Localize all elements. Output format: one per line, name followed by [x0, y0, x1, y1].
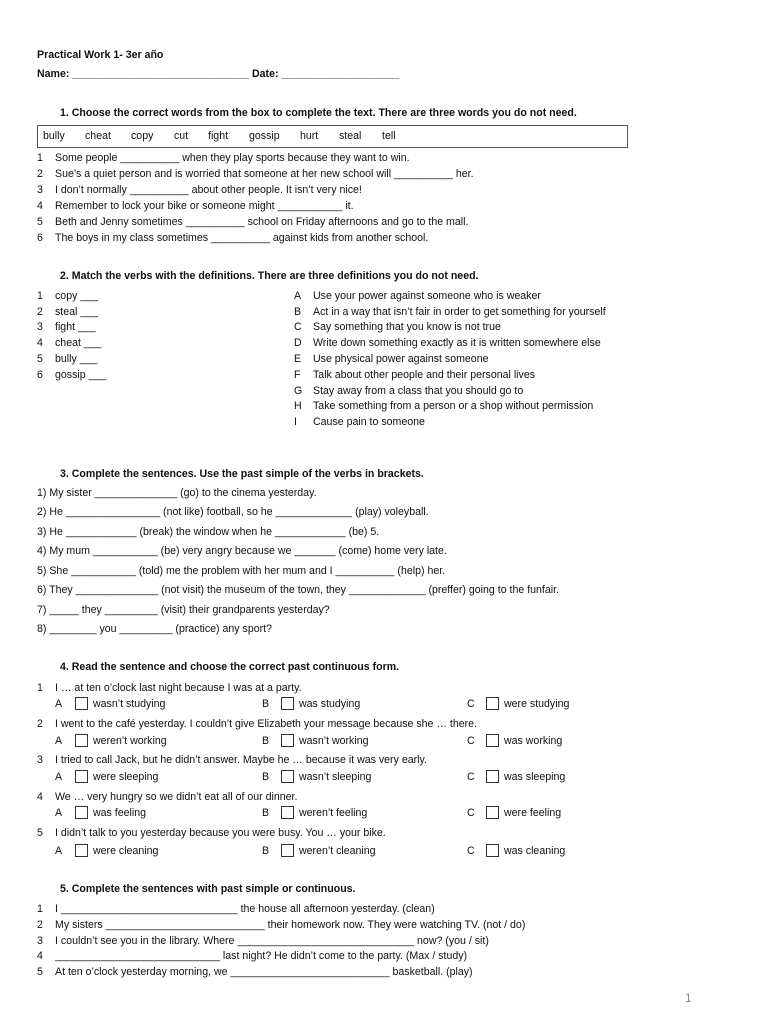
- verb-item[interactable]: cheat ___: [55, 337, 102, 349]
- exercise-1-item[interactable]: The boys in my class sometimes __________ against kids from another school.: [55, 232, 429, 244]
- exercise-1-item[interactable]: I don’t normally __________ about other people. It isn’t very nice!: [55, 184, 362, 196]
- option-text: was studying: [299, 698, 361, 710]
- item-number: 5: [37, 353, 43, 365]
- option-checkbox[interactable]: [486, 770, 499, 783]
- option-checkbox[interactable]: [75, 697, 88, 710]
- option-letter: A: [55, 735, 63, 747]
- item-number: 3: [37, 321, 43, 333]
- word-box-word: bully: [43, 130, 65, 142]
- definition-text: Take something from a person or a shop without permission: [313, 400, 594, 412]
- exercise-5-item[interactable]: My sisters ___________________________ their homework now. They were watching TV. (not / do): [55, 919, 526, 931]
- definition-text: Use physical power against someone: [313, 353, 489, 365]
- exercise-2-title: 2. Match the verbs with the definitions. There are three definitions you do not need.: [60, 270, 479, 282]
- option-checkbox[interactable]: [75, 734, 88, 747]
- option-text: was feeling: [93, 807, 146, 819]
- word-box-word: tell: [382, 130, 396, 142]
- option-letter: A: [55, 807, 63, 819]
- exercise-3-item[interactable]: 7) _____ they _________ (visit) their grandparents yesterday?: [37, 604, 330, 616]
- exercise-3-item[interactable]: 1) My sister ______________ (go) to the cinema yesterday.: [37, 487, 317, 499]
- exercise-1-item[interactable]: Some people __________ when they play sports because they want to win.: [55, 152, 410, 164]
- exercise-3-item[interactable]: 3) He ____________ (break) the window when he ____________ (be) 5.: [37, 526, 380, 538]
- option-letter: B: [262, 807, 270, 819]
- item-number: 1: [37, 152, 43, 164]
- option-checkbox[interactable]: [281, 806, 294, 819]
- option-checkbox[interactable]: [281, 734, 294, 747]
- verb-item[interactable]: bully ___: [55, 353, 98, 365]
- item-number: 4: [37, 950, 43, 962]
- definition-letter: H: [294, 400, 302, 412]
- definition-text: Talk about other people and their personal lives: [313, 369, 536, 381]
- question-text: I … at ten o’clock last night because I was at a party.: [55, 682, 302, 694]
- verb-item[interactable]: copy ___: [55, 290, 98, 302]
- item-number: 1: [37, 290, 43, 302]
- option-letter: C: [467, 771, 475, 783]
- option-text: were cleaning: [93, 845, 159, 857]
- question-text: I went to the café yesterday. I couldn’t give Elizabeth your message because she … there.: [55, 718, 478, 730]
- option-letter: A: [55, 771, 63, 783]
- definition-letter: F: [294, 369, 301, 381]
- option-letter: C: [467, 807, 475, 819]
- item-number: 2: [37, 168, 43, 180]
- question-text: I tried to call Jack, but he didn’t answer. Maybe he … because it was very early.: [55, 754, 427, 766]
- option-checkbox[interactable]: [75, 806, 88, 819]
- option-letter: A: [55, 845, 63, 857]
- item-number: 4: [37, 200, 43, 212]
- name-date-line[interactable]: Name: ______________________________ Date: ____________________: [37, 68, 400, 80]
- option-text: wasn’t sleeping: [299, 771, 372, 783]
- exercise-3-item[interactable]: 2) He ________________ (not like) football, so he _____________ (play) voleyball.: [37, 506, 429, 518]
- item-number: 2: [37, 306, 43, 318]
- exercise-4-title: 4. Read the sentence and choose the correct past continuous form.: [60, 661, 400, 673]
- word-box-word: steal: [339, 130, 362, 142]
- definition-text: Write down something exactly as it is written somewhere else: [313, 337, 601, 349]
- definition-letter: A: [294, 290, 302, 302]
- word-box-word: cut: [174, 130, 189, 142]
- exercise-5-title: 5. Complete the sentences with past simple or continuous.: [60, 883, 356, 895]
- item-number: 5: [37, 966, 43, 978]
- definition-text: Cause pain to someone: [313, 416, 425, 428]
- item-number: 1: [37, 903, 43, 915]
- item-number: 6: [37, 369, 43, 381]
- item-number: 4: [37, 791, 43, 803]
- worksheet-title: Practical Work 1- 3er año: [37, 49, 164, 61]
- option-letter: C: [467, 735, 475, 747]
- definition-letter: B: [294, 306, 302, 318]
- definition-text: Stay away from a class that you should go to: [313, 385, 524, 397]
- option-checkbox[interactable]: [281, 697, 294, 710]
- option-letter: B: [262, 698, 270, 710]
- word-box: [37, 125, 628, 148]
- item-number: 2: [37, 718, 43, 730]
- question-text: I didn’t talk to you yesterday because you were busy. You … your bike.: [55, 827, 386, 839]
- verb-item[interactable]: fight ___: [55, 321, 96, 333]
- exercise-5-item[interactable]: ____________________________ last night? He didn’t come to the party. (Max / study): [55, 950, 468, 962]
- definition-letter: E: [294, 353, 302, 365]
- word-box-word: fight: [208, 130, 229, 142]
- item-number: 5: [37, 216, 43, 228]
- exercise-1-item[interactable]: Beth and Jenny sometimes __________ school on Friday afternoons and go to the mall.: [55, 216, 469, 228]
- option-text: weren’t working: [93, 735, 167, 747]
- option-letter: B: [262, 735, 270, 747]
- option-checkbox[interactable]: [486, 697, 499, 710]
- exercise-1-item[interactable]: Sue’s a quiet person and is worried that someone at her new school will __________ her.: [55, 168, 474, 180]
- item-number: 5: [37, 827, 43, 839]
- option-letter: C: [467, 845, 475, 857]
- option-checkbox[interactable]: [486, 844, 499, 857]
- verb-item[interactable]: steal ___: [55, 306, 98, 318]
- item-number: 4: [37, 337, 43, 349]
- item-number: 3: [37, 935, 43, 947]
- option-checkbox[interactable]: [281, 770, 294, 783]
- question-text: We … very hungry so we didn’t eat all of our dinner.: [55, 791, 298, 803]
- option-letter: B: [262, 845, 270, 857]
- item-number: 1: [37, 682, 43, 694]
- item-number: 3: [37, 184, 43, 196]
- definition-text: Use your power against someone who is weaker: [313, 290, 541, 302]
- option-text: was cleaning: [504, 845, 566, 857]
- exercise-3-item[interactable]: 6) They ______________ (not visit) the museum of the town, they _____________ (preffer) going to the funfair.: [37, 584, 559, 596]
- exercise-3-title: 3. Complete the sentences. Use the past simple of the verbs in brackets.: [60, 468, 424, 480]
- definition-letter: C: [294, 321, 302, 333]
- exercise-3-item[interactable]: 8) ________ you _________ (practice) any sport?: [37, 623, 272, 635]
- word-box-word: hurt: [300, 130, 319, 142]
- option-text: were studying: [504, 698, 570, 710]
- exercise-5-item[interactable]: I ______________________________ the house all afternoon yesterday. (clean): [55, 903, 435, 915]
- option-text: was sleeping: [504, 771, 566, 783]
- exercise-5-item[interactable]: At ten o’clock yesterday morning, we ___________________________ basketball. (play): [55, 966, 473, 978]
- item-number: 6: [37, 232, 43, 244]
- option-text: wasn’t studying: [93, 698, 166, 710]
- exercise-5-item[interactable]: I couldn’t see you in the library. Where ______________________________ now? (you / sit): [55, 935, 489, 947]
- definition-text: Say something that you know is not true: [313, 321, 501, 333]
- option-checkbox[interactable]: [486, 734, 499, 747]
- option-text: were sleeping: [93, 771, 159, 783]
- option-text: weren’t cleaning: [299, 845, 376, 857]
- exercise-1-title: 1. Choose the correct words from the box to complete the text. There are three words you do not need.: [60, 107, 577, 119]
- option-text: weren’t feeling: [299, 807, 368, 819]
- option-text: were feeling: [504, 807, 562, 819]
- option-checkbox[interactable]: [486, 806, 499, 819]
- word-box-word: copy: [131, 130, 154, 142]
- exercise-3-item[interactable]: 5) She ___________ (told) me the problem with her mum and I __________ (help) her.: [37, 565, 446, 577]
- definition-letter: I: [294, 416, 297, 428]
- definition-letter: D: [294, 337, 302, 349]
- page-number: 1: [685, 991, 692, 1005]
- option-text: wasn’t working: [299, 735, 369, 747]
- word-box-word: cheat: [85, 130, 111, 142]
- item-number: 2: [37, 919, 43, 931]
- option-checkbox[interactable]: [281, 844, 294, 857]
- exercise-3-item[interactable]: 4) My mum ___________ (be) very angry because we _______ (come) home very late.: [37, 545, 447, 557]
- option-checkbox[interactable]: [75, 770, 88, 783]
- definition-text: Act in a way that isn’t fair in order to get something for yourself: [313, 306, 606, 318]
- exercise-1-item[interactable]: Remember to lock your bike or someone might ___________ it.: [55, 200, 354, 212]
- verb-item[interactable]: gossip ___: [55, 369, 107, 381]
- definition-letter: G: [294, 385, 303, 397]
- option-checkbox[interactable]: [75, 844, 88, 857]
- option-letter: A: [55, 698, 63, 710]
- item-number: 3: [37, 754, 43, 766]
- option-letter: C: [467, 698, 475, 710]
- word-box-word: gossip: [249, 130, 280, 142]
- option-letter: B: [262, 771, 270, 783]
- option-text: was working: [504, 735, 563, 747]
